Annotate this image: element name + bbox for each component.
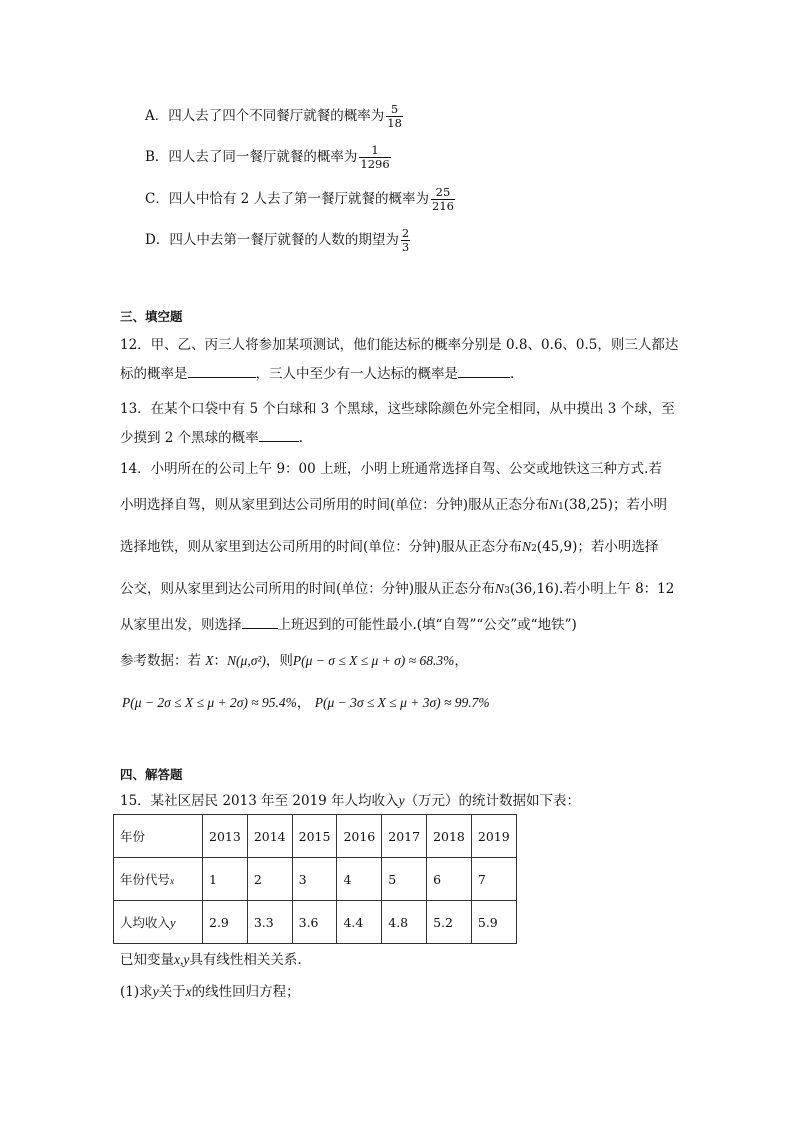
- table-cell: 2: [247, 858, 292, 901]
- table-row-header: 年份: [114, 815, 203, 858]
- table-cell: 2013: [203, 815, 248, 858]
- q12-blank-2[interactable]: [458, 365, 510, 378]
- q14-line2: 小明选择自驾，则从家里到达公司所用的时间(单位：分钟)服从正态分布N1(38,25)；若小明: [120, 497, 667, 513]
- table-cell: 2018: [427, 815, 472, 858]
- q15-line1: 15．某社区居民 2013 年至 2019 年人均收入y（万元）的统计数据如下表：: [120, 793, 581, 809]
- option-d-fraction: $\frac{2}{3}$: [401, 226, 410, 255]
- table-cell: 1: [203, 858, 248, 901]
- table-cell: 2014: [247, 815, 292, 858]
- q13-line2: 少摸到 2 个黑球的概率 .: [120, 430, 303, 446]
- table-cell: 2016: [337, 815, 382, 858]
- option-a: [145, 103, 403, 130]
- q15-after-line1: 已知变量x,y具有线性相关关系.: [120, 952, 302, 968]
- table-row-header: 人均收入y: [114, 901, 203, 944]
- q14-line4: 公交，则从家里到达公司所用的时间(单位：分钟)服从正态分布N3(36,16).若小明上午 8：12: [120, 581, 675, 597]
- table-cell: 4: [337, 858, 382, 901]
- income-table: [113, 814, 517, 944]
- option-b-text: B．四人去了同一餐厅就餐的概率为: [145, 149, 358, 166]
- table-cell: 5: [382, 858, 427, 901]
- option-b-fraction: $\frac{1}{1296}$: [360, 143, 390, 172]
- option-c-text: C．四人中恰有 2 人去了第一餐厅就餐的概率为: [145, 191, 430, 208]
- option-a-fraction: $\frac{5}{18}$: [387, 102, 402, 131]
- option-b: [145, 144, 391, 171]
- table-cell: 7: [471, 858, 516, 901]
- table-cell: 4.4: [337, 901, 382, 944]
- q15-after-line2: (1)求y关于x的线性回归方程；: [120, 984, 300, 1000]
- table-cell: 5.2: [427, 901, 472, 944]
- option-c: [145, 186, 455, 213]
- table-row: [114, 858, 517, 901]
- table-cell: 3.3: [247, 901, 292, 944]
- q12-line1: 12．甲、乙、丙三人将参加某项测试，他们能达标的概率分别是 0.8、0.6、0.5，则三人都达: [120, 337, 679, 353]
- table-row: [114, 815, 517, 858]
- table-cell: 5.9: [471, 901, 516, 944]
- table-cell: 2017: [382, 815, 427, 858]
- q14-reference-line2: P(μ − 2σ ≤ X ≤ μ + 2σ) ≈ 95.4%， P(μ − 3σ ≤ X ≤ μ + 3σ) ≈ 99.7%: [122, 695, 490, 711]
- table-row-header: 年份代号x: [114, 858, 203, 901]
- table-cell: 2.9: [203, 901, 248, 944]
- q14-reference-line1: 参考数据：若 X：N(μ,σ²)，则P(μ − σ ≤ X ≤ μ + σ) ≈ 68.3%，: [120, 653, 468, 669]
- option-c-fraction: $\frac{25}{216}$: [432, 185, 454, 214]
- table-row: [114, 901, 517, 944]
- option-a-text: A．四人去了四个不同餐厅就餐的概率为: [145, 108, 385, 125]
- q14-blank[interactable]: [242, 616, 278, 629]
- option-d-text: D．四人中去第一餐厅就餐的人数的期望为: [145, 232, 399, 249]
- section-3-title: 三、填空题: [120, 309, 183, 324]
- table-cell: 3: [292, 858, 337, 901]
- section-4-title: 四、解答题: [120, 767, 183, 782]
- table-cell: 2019: [471, 815, 516, 858]
- q12-line2: 标的概率是 ，三人中至少有一人达标的概率是 .: [120, 366, 515, 382]
- q13-line1: 13．在某个口袋中有 5 个白球和 3 个黑球，这些球除颜色外完全相同，从中摸出 3 个球，至: [120, 401, 675, 417]
- option-d: [145, 227, 410, 254]
- q12-blank-1[interactable]: [188, 365, 256, 378]
- table-cell: 3.6: [292, 901, 337, 944]
- table-cell: 6: [427, 858, 472, 901]
- q14-line5: 从家里出发，则选择 上班迟到的可能性最小.(填“自驾”“公交”或“地铁”): [120, 617, 577, 633]
- q14-line3: 选择地铁，则从家里到达公司所用的时间(单位：分钟)服从正态分布N2(45,9)；若小明选择: [120, 539, 659, 555]
- q14-line1: 14．小明所在的公司上午 9：00 上班，小明上班通常选择自驾、公交或地铁这三种方式.若: [120, 461, 662, 477]
- table-cell: 4.8: [382, 901, 427, 944]
- table-cell: 2015: [292, 815, 337, 858]
- q13-blank[interactable]: [259, 429, 299, 442]
